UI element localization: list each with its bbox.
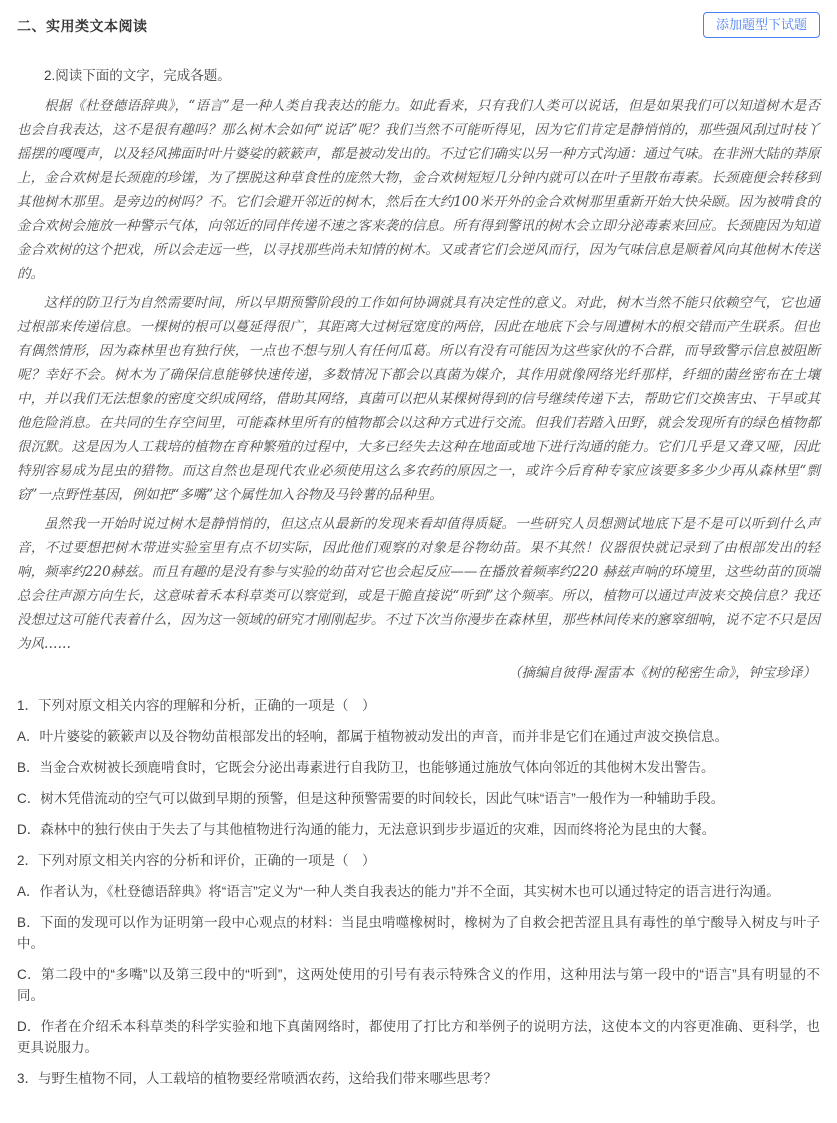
reading-passage	[17, 94, 820, 685]
question-1-stem: 1．下列对原文相关内容的理解和分析，正确的一项是（ ）	[17, 698, 376, 713]
question-1-option-c: C．树木凭借流动的空气可以做到早期的预警，但是这种预警需要的时间较长，因此气味“语言”一般作为一种辅助手段。	[17, 791, 725, 806]
section-title: 二、实用类文本阅读	[17, 18, 148, 34]
add-question-button[interactable]: 添加题型下试题	[703, 12, 820, 38]
question-1-option-d: D．森林中的独行侠由于失去了与其他植物进行沟通的能力，无法意识到步步逼近的灾难，因而终将沦为昆虫的大餐。	[17, 822, 716, 837]
question-2	[17, 850, 820, 1058]
question-1-option-a: A．叶片婆娑的簌簌声以及谷物幼苗根部发出的轻响，都属于植物被动发出的声音，而并非是它们在通过声波交换信息。	[17, 729, 729, 744]
passage-attribution: （摘编自彼得·渥雷本《树的秘密生命》，钟宝珍译）	[507, 665, 816, 681]
question-2-option-d: D．作者在介绍禾本科草类的科学实验和地下真菌网络时，都使用了打比方和举例子的说明方法，这使本文的内容更准确、更科学，也更具说服力。	[17, 1019, 820, 1055]
section-header-bar	[17, 0, 820, 44]
question-1	[17, 695, 820, 840]
question-list	[17, 695, 820, 1089]
question-2-option-c: C．第二段中的“多嘴”以及第三段中的“听到”，这两处使用的引号有表示特殊含义的作用，这种用法与第一段中的“语言”具有明显的不同。	[17, 967, 820, 1003]
question-2-stem: 2．下列对原文相关内容的分析和评价，正确的一项是（ ）	[17, 853, 376, 868]
passage-paragraph-3: 虽然我一开始时说过树木是静悄悄的，但这点从最新的发现来看却值得质疑。一些研究人员想测试地底下是不是可以听到什么声音，不过要想把树木带进实验室里有点不切实际，因此他们观察的对象是谷物幼苗。果不其然！仪器很快就记录到了由根部发出的轻响，频率约220赫兹。而且有趣的是没有参与实验的幼苗对它也会起反应——在播放着频率约220 赫兹声响的环境里，这些幼苗的顶端总会往声源方向生长，这意味着禾本科草类可以察觉到，或是干脆直接说“听到”这个频率。所以，植物可以通过声波来交换信息？我还没想过这可能代表着什么，因为这一领域的研究才刚刚起步。不过下次当你漫步在森林里，那些林间传来的窸窣细响，说不定不只是因为风……	[17, 516, 820, 652]
passage-paragraph-1: 根据《杜登德语辞典》，“语言”是一种人类自我表达的能力。如此看来，只有我们人类可以说话，但是如果我们可以知道树木是否也会自我表达，这不是很有趣吗？那么树木会如何“说话”呢？我们当然不可能听得见，因为它们肯定是静悄悄的，那些强风刮过时枝丫摇摆的嘎嘎声，以及轻风拂面时叶片婆娑的簌簌声，都是被动发出的。不过它们确实以另一种方式沟通：通过气味。在非洲大陆的莽原上，金合欢树是长颈鹿的珍馐，为了摆脱这种草食性的庞然大物，金合欢树短短几分钟内就可以在叶子里散布毒素。长颈鹿便会转移到其他树木那里。是旁边的树吗？不。它们会避开邻近的树木，然后在大约100米开外的金合欢树那里重新开始大快朵颐。因为被啃食的金合欢树会施放一种警示气体，向邻近的同伴传递不速之客来袭的信息。所有得到警讯的树木会立即分泌毒素来回应。长颈鹿因为知道金合欢树的这个把戏，所以会走远一些，以寻找那些尚未知情的树木。又或者它们会逆风而行，因为气味信息是顺着风向其他树木传送的。	[17, 98, 820, 282]
question-2-option-b: B．下面的发现可以作为证明第一段中心观点的材料：当昆虫啃噬橡树时，橡树为了自救会把苦涩且具有毒性的单宁酸导入树皮与叶子中。	[17, 915, 820, 951]
question-2-option-a: A．作者认为，《杜登德语辞典》将“语言”定义为“一种人类自我表达的能力”并不全面，其实树木也可以通过特定的语言进行沟通。	[17, 884, 780, 899]
question-3-stem: 3．与野生植物不同，人工载培的植物要经常喷洒农药，这给我们带来哪些思考？	[17, 1071, 498, 1086]
question-1-option-b: B．当金合欢树被长颈鹿啃食时，它既会分泌出毒素进行自我防卫，也能够通过施放气体向邻近的其他树木发出警告。	[17, 760, 715, 775]
question-3	[17, 1068, 820, 1089]
passage-paragraph-2: 这样的防卫行为自然需要时间，所以早期预警阶段的工作如何协调就具有决定性的意义。对此，树木当然不能只依赖空气，它也通过根部来传递信息。一棵树的根可以蔓延得很广，其距离大过树冠宽度的两倍，因此在地底下会与周遭树木的根交错而产生联系。但也有偶然情形，因为森林里也有独行侠，一点也不想与别人有任何瓜葛。所以有没有可能因为这些家伙的不合群，而导致警示信息被阻断呢？幸好不会。树木为了确保信息能够快速传递，多数情况下都会以真菌为媒介，其作用就像网络光纤那样，纤细的菌丝密布在土壤中，并以我们无法想象的密度交织成网络，借助其网络，真菌可以把从某棵树得到的信号继续传递下去，帮助它们交换害虫、干旱或其他危险消息。在共同的生存空间里，可能森林里所有的植物都会以这种方式进行交流。但我们若踏入田野，就会发现所有的绿色植物都很沉默。这是因为人工栽培的植物在育种繁殖的过程中，大多已经失去这种在地面或地下进行沟通的能力。它们几乎是又聋又哑，因此特别容易成为昆虫的猎物。而这自然也是现代农业必须使用这么多农药的原因之一，或许今后育种专家应该要多多少少再从森林里“剽窃”一点野性基因，例如把“多嘴”这个属性加入谷物及马铃薯的品种里。	[17, 295, 820, 503]
question-intro-line: 2.阅读下面的文字，完成各题。	[44, 68, 231, 83]
